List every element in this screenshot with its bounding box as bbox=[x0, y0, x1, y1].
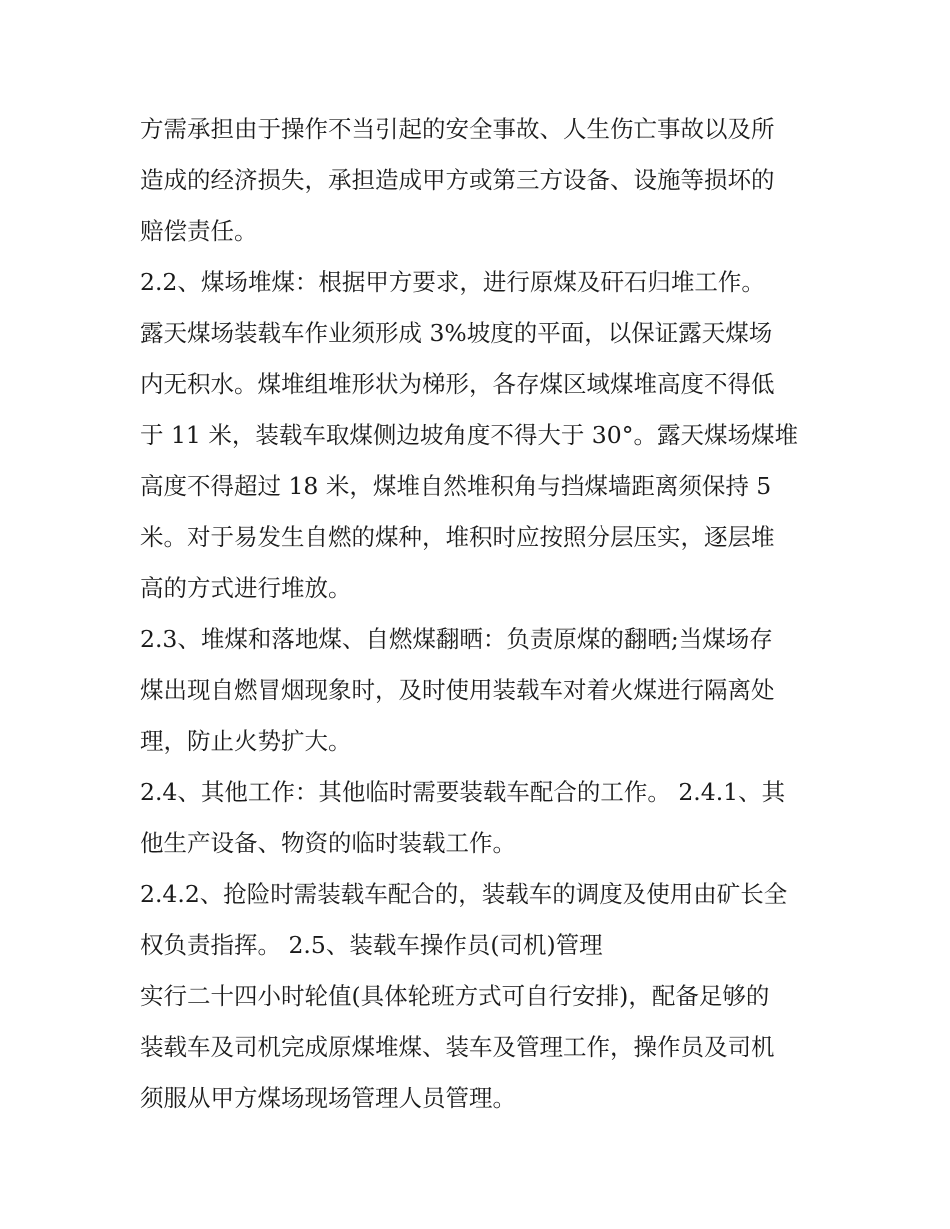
section-2-3-line: 2.3、堆煤和落地煤、自燃煤翻晒：负责原煤的翻晒;当煤场存 bbox=[140, 625, 773, 653]
text-line: 权负责指挥。 2.5、装载车操作员(司机)管理 bbox=[140, 931, 603, 959]
text-line: 米。对于易发生自燃的煤种，堆积时应按照分层压实，逐层堆 bbox=[140, 523, 775, 551]
text-line: 内无积水。煤堆组堆形状为梯形，各存煤区域煤堆高度不得低 bbox=[140, 370, 775, 398]
text-line: 煤出现自燃冒烟现象时，及时使用装载车对着火煤进行隔离处 bbox=[140, 676, 775, 704]
text-line: 高度不得超过 18 米，煤堆自然堆积角与挡煤墙距离须保持 5 bbox=[140, 472, 772, 500]
text-line: 方需承担由于操作不当引起的安全事故、人生伤亡事故以及所 bbox=[140, 115, 775, 143]
document-body bbox=[140, 104, 820, 1124]
text-line: 于 11 米，装载车取煤侧边坡角度不得大于 30°。露天煤场煤堆 bbox=[140, 421, 798, 449]
text-line: 造成的经济损失，承担造成甲方或第三方设备、设施等损坏的 bbox=[140, 166, 775, 194]
section-2-4-2-line: 2.4.2、抢险时需装载车配合的，装载车的调度及使用由矿长全 bbox=[140, 880, 788, 908]
text-line: 须服从甲方煤场现场管理人员管理。 bbox=[140, 1084, 516, 1112]
text-line: 理，防止火势扩大。 bbox=[140, 727, 352, 755]
text-line: 高的方式进行堆放。 bbox=[140, 574, 352, 602]
section-2-4-line: 2.4、其他工作：其他临时需要装载车配合的工作。 2.4.1、其 bbox=[140, 778, 786, 806]
text-line: 露天煤场装载车作业须形成 3%坡度的平面，以保证露天煤场 bbox=[140, 319, 773, 347]
text-line: 赔偿责任。 bbox=[140, 217, 258, 245]
text-line: 装载车及司机完成原煤堆煤、装车及管理工作，操作员及司机 bbox=[140, 1033, 775, 1061]
text-line: 他生产设备、物资的临时装载工作。 bbox=[140, 829, 516, 857]
text-line: 实行二十四小时轮值(具体轮班方式可自行安排)，配备足够的 bbox=[140, 982, 770, 1010]
section-2-2-line: 2.2、煤场堆煤：根据甲方要求，进行原煤及矸石归堆工作。 bbox=[140, 268, 765, 296]
